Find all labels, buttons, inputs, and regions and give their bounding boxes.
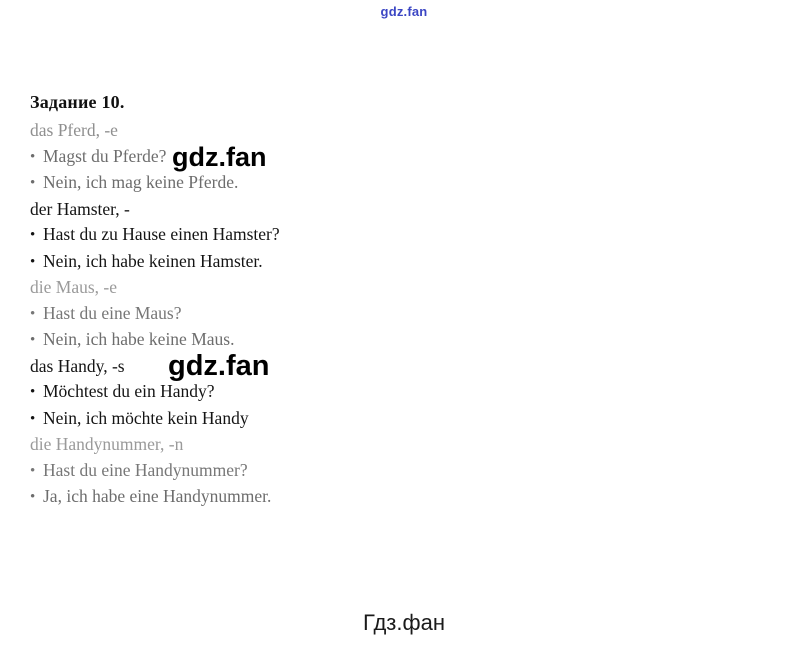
answer-line: das Handy, -s [30, 355, 125, 376]
answer-line: • Hast du zu Hause einen Hamster? [30, 222, 590, 249]
answer-line: • Nein, ich mag keine Pferde. [30, 170, 590, 197]
answer-line: • Hast du eine Maus? [30, 301, 590, 328]
watermark-overlay: gdz.fan [168, 350, 270, 382]
answer-line: • Nein, ich habe keine Maus. [30, 327, 590, 354]
answer-line: • Ja, ich habe eine Handynummer. [30, 484, 590, 511]
answer-line: • Hast du eine Handynummer? [30, 458, 590, 485]
answer-lines [30, 118, 590, 511]
answer-line: die Maus, -e [30, 277, 117, 297]
watermark-overlay: gdz.fan [172, 142, 267, 172]
answer-line: die Handynummer, -n [30, 434, 184, 454]
answer-line: das Pferd, -e [30, 120, 118, 140]
answer-line: • Nein, ich möchte kein Handy [30, 406, 590, 433]
answer-line: der Hamster, - [30, 198, 130, 219]
answer-line: • Nein, ich habe keinen Hamster. [30, 249, 590, 276]
answer-line: • Magst du Pferde? [30, 144, 590, 171]
task-title: Задание 10. [30, 92, 125, 112]
site-watermark-bottom: Гдз.фан [363, 610, 445, 635]
answer-line: • Möchtest du ein Handy? [30, 379, 590, 406]
site-watermark-top: gdz.fan [380, 4, 428, 19]
answer-content [30, 92, 590, 511]
